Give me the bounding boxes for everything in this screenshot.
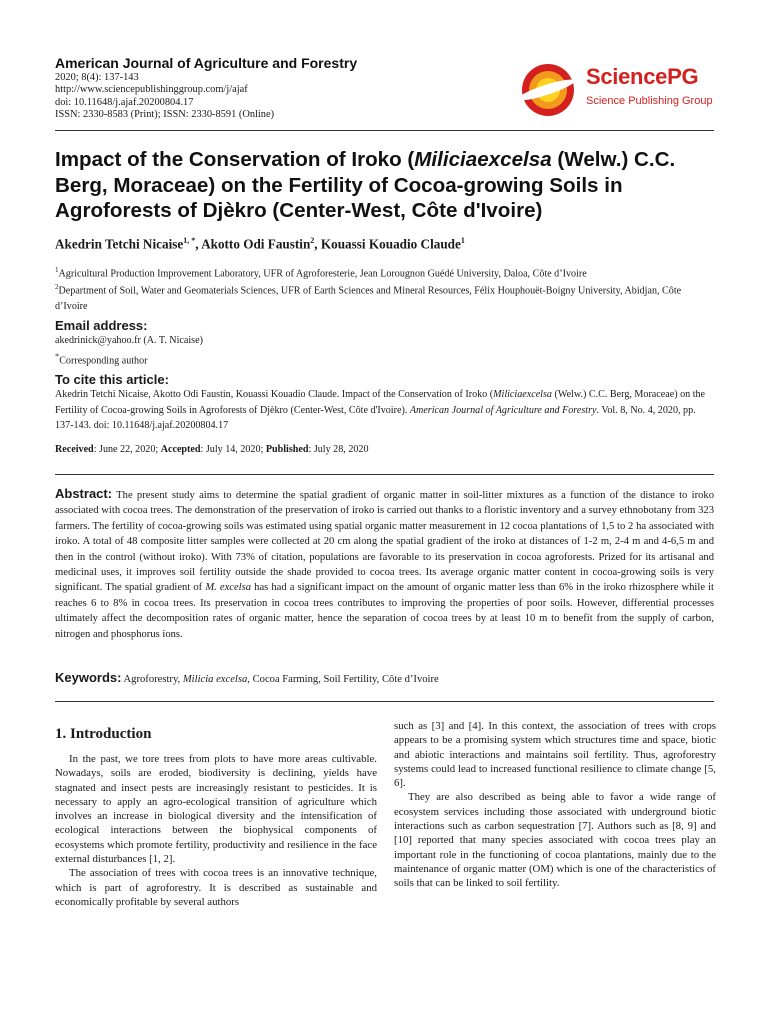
email-heading: Email address: (55, 318, 148, 333)
keywords: Keywords: Agroforestry, Milicia excelsa, Cocoa Farming, Soil Fertility, Côte d’Ivoire (55, 670, 439, 685)
affiliation-2: $^2$Department of Soil, Water and Geomaterials Sciences, UFR of Earth Sciences and Mineral Resources, Félix Houphouët-Boigny University, Abidjan, Côte d’Ivoire (55, 283, 682, 312)
intro-paragraph-1: In the past, we tore trees from plots to have more areas cultivable. Nowadays, soils are eroded, biodiversity is declining, yields have stagnated and insect pests are increasingly resistant to pesticides. It is necessary to apply an agro-ecological transition of agriculture which involves an increase in biological diversity and the intensification of ecological interactions between the biophysical components of ecosystems which promote fertility, productivity and resilience in the face external disturbances [1, 2]. (55, 753, 377, 866)
journal-name: American Journal of Agriculture and Forestry (55, 55, 358, 71)
right-column (394, 719, 716, 891)
logo-subtitle: Science Publishing Group (586, 95, 713, 107)
abstract-label: Abstract: (55, 486, 113, 501)
author-2: Akotto Odi Faustin (201, 236, 311, 252)
affiliation-1: $^1$Agricultural Production Improvement Laboratory, UFR of Agroforesterie, Jean Lorougnon Guédé University, Daloa, Côte d’Ivoire (55, 266, 587, 280)
volume-line: 2020; 8(4): 137-143 (55, 72, 139, 83)
email-address[interactable]: akedrinick@yahoo.fr (A. T. Nicaise) (55, 335, 203, 346)
author-list: Akedrin Tetchi Nicaise$^{1, *}$, Akotto Odi Faustin$^2$, Kouassi Kouadio Claude$^1$ (55, 236, 465, 252)
author-3: Kouassi Kouadio Claude (320, 236, 461, 252)
header-divider (55, 130, 714, 131)
intro-paragraph-4: They are also described as being able to favor a wide range of ecosystem services including those associated with underground biotic interactions such as carbon sequestration [7]. Authors such as [8, 9] and [10] reported that many species associated with cocoa trees play an important role in the functioning of cocoa plantations, mainly due to the maintenance of organic matter (OM) which is one of the characteristics of soils that can be linked to soil fertility. (394, 791, 716, 890)
left-column (55, 752, 377, 909)
cite-text: Akedrin Tetchi Nicaise, Akotto Odi Faustin, Kouassi Kouadio Claude. Impact of the Conservation of Iroko (Miliciaexcelsa (Welw.) C.C. Berg, Moraceae) on the Fertility of Cocoa-growing Soils in Agroforests of Djèkro (Center-West, Côte d'Ivoire). American Journal of Agriculture and Forestry. Vol. 8, No. 4, 2020, pp. 137-143. doi: 10.11648/j.ajaf.20200804.17 (55, 389, 706, 431)
abstract-top-divider (55, 474, 714, 475)
journal-url[interactable]: http://www.sciencepublishinggroup.com/j/ajaf (55, 84, 248, 96)
corresponding-note: *Corresponding author (55, 352, 148, 367)
title-species: Miliciaexcelsa (414, 148, 552, 171)
intro-paragraph-2: The association of trees with cocoa trees is an innovative technique, which is part of agroforestry. It is described as sustainable and economically profitable by several authors (55, 867, 377, 908)
intro-heading: 1. Introduction (55, 726, 152, 742)
keywords-label: Keywords: (55, 670, 122, 685)
journal-meta (55, 72, 274, 122)
article-dates: Received: June 22, 2020; Accepted: July 14, 2020; Published: July 28, 2020 (55, 444, 369, 455)
abstract: Abstract: The present study aims to determine the spatial gradient of organic matter in soil-litter mixtures as a function of the distance to iroko associated with cocoa trees. The demonstration of the preservation of iroko is carried out thanks to a floristic inventory and a survey ethnobotany from 323 farmers. The fertility of cocoa-growing soils was estimated using spatial organic matter measurement in 12 cocoa plantations of 1,5 to 2 ha associated with iroko. A total of 48 composite litter samples were collected at 20 cm along the spatial gradient of the iroko at distances of 1-2 m, 2-4 m and 4-6,5 m and then in the control (without iroko). With 73% of citation, populations are favorable to its preservation in cocoa agroforests. Prized for its artisanal and medicinal uses, it improves soil fertility outside the shade provided to cocoa trees. Its average organic matter content in cocoa-growing soils is very significant. The spatial gradient of M. excelsa has had a significant impact on the amount of organic matter less than 6% in the iroko rhizosphere while it reaches 6 to 8% in cocoa trees. Its preservation in cocoa trees contributes to improving the properties of poor soils. However, differential processes ultimately affect the decomposition rates of organic matter, hence the separation of cocoa trees by at least 10 m to benefit from the supply of carbon, nitrogen and phosphorus ions. (55, 486, 715, 640)
logo-wordmark: SciencePG (586, 64, 699, 89)
cite-heading: To cite this article: (55, 372, 169, 387)
keywords-bottom-divider (55, 701, 714, 702)
intro-paragraph-3: such as [3] and [4]. In this context, the association of trees with crops appears to be a promising system which structures time and space, biotic and abiotic interactions and maintains soil fertility. Thus, agroforestry systems could lead to increased functional resilience to climate change [5, 6]. (394, 720, 716, 790)
doi-line: doi: 10.11648/j.ajaf.20200804.17 (55, 96, 194, 108)
paper-title: Impact of the Conservation of Iroko (Miliciaexcelsa (Welw.) C.C. Berg, Moraceae) on the Fertility of Cocoa-growing Soils in Agroforests of Djèkro (Center-West, Côte d'Ivoire) (55, 148, 676, 222)
issn-line: ISSN: 2330-8583 (Print); ISSN: 2330-8591 (Online) (55, 109, 275, 121)
author-1: Akedrin Tetchi Nicaise (55, 236, 184, 252)
